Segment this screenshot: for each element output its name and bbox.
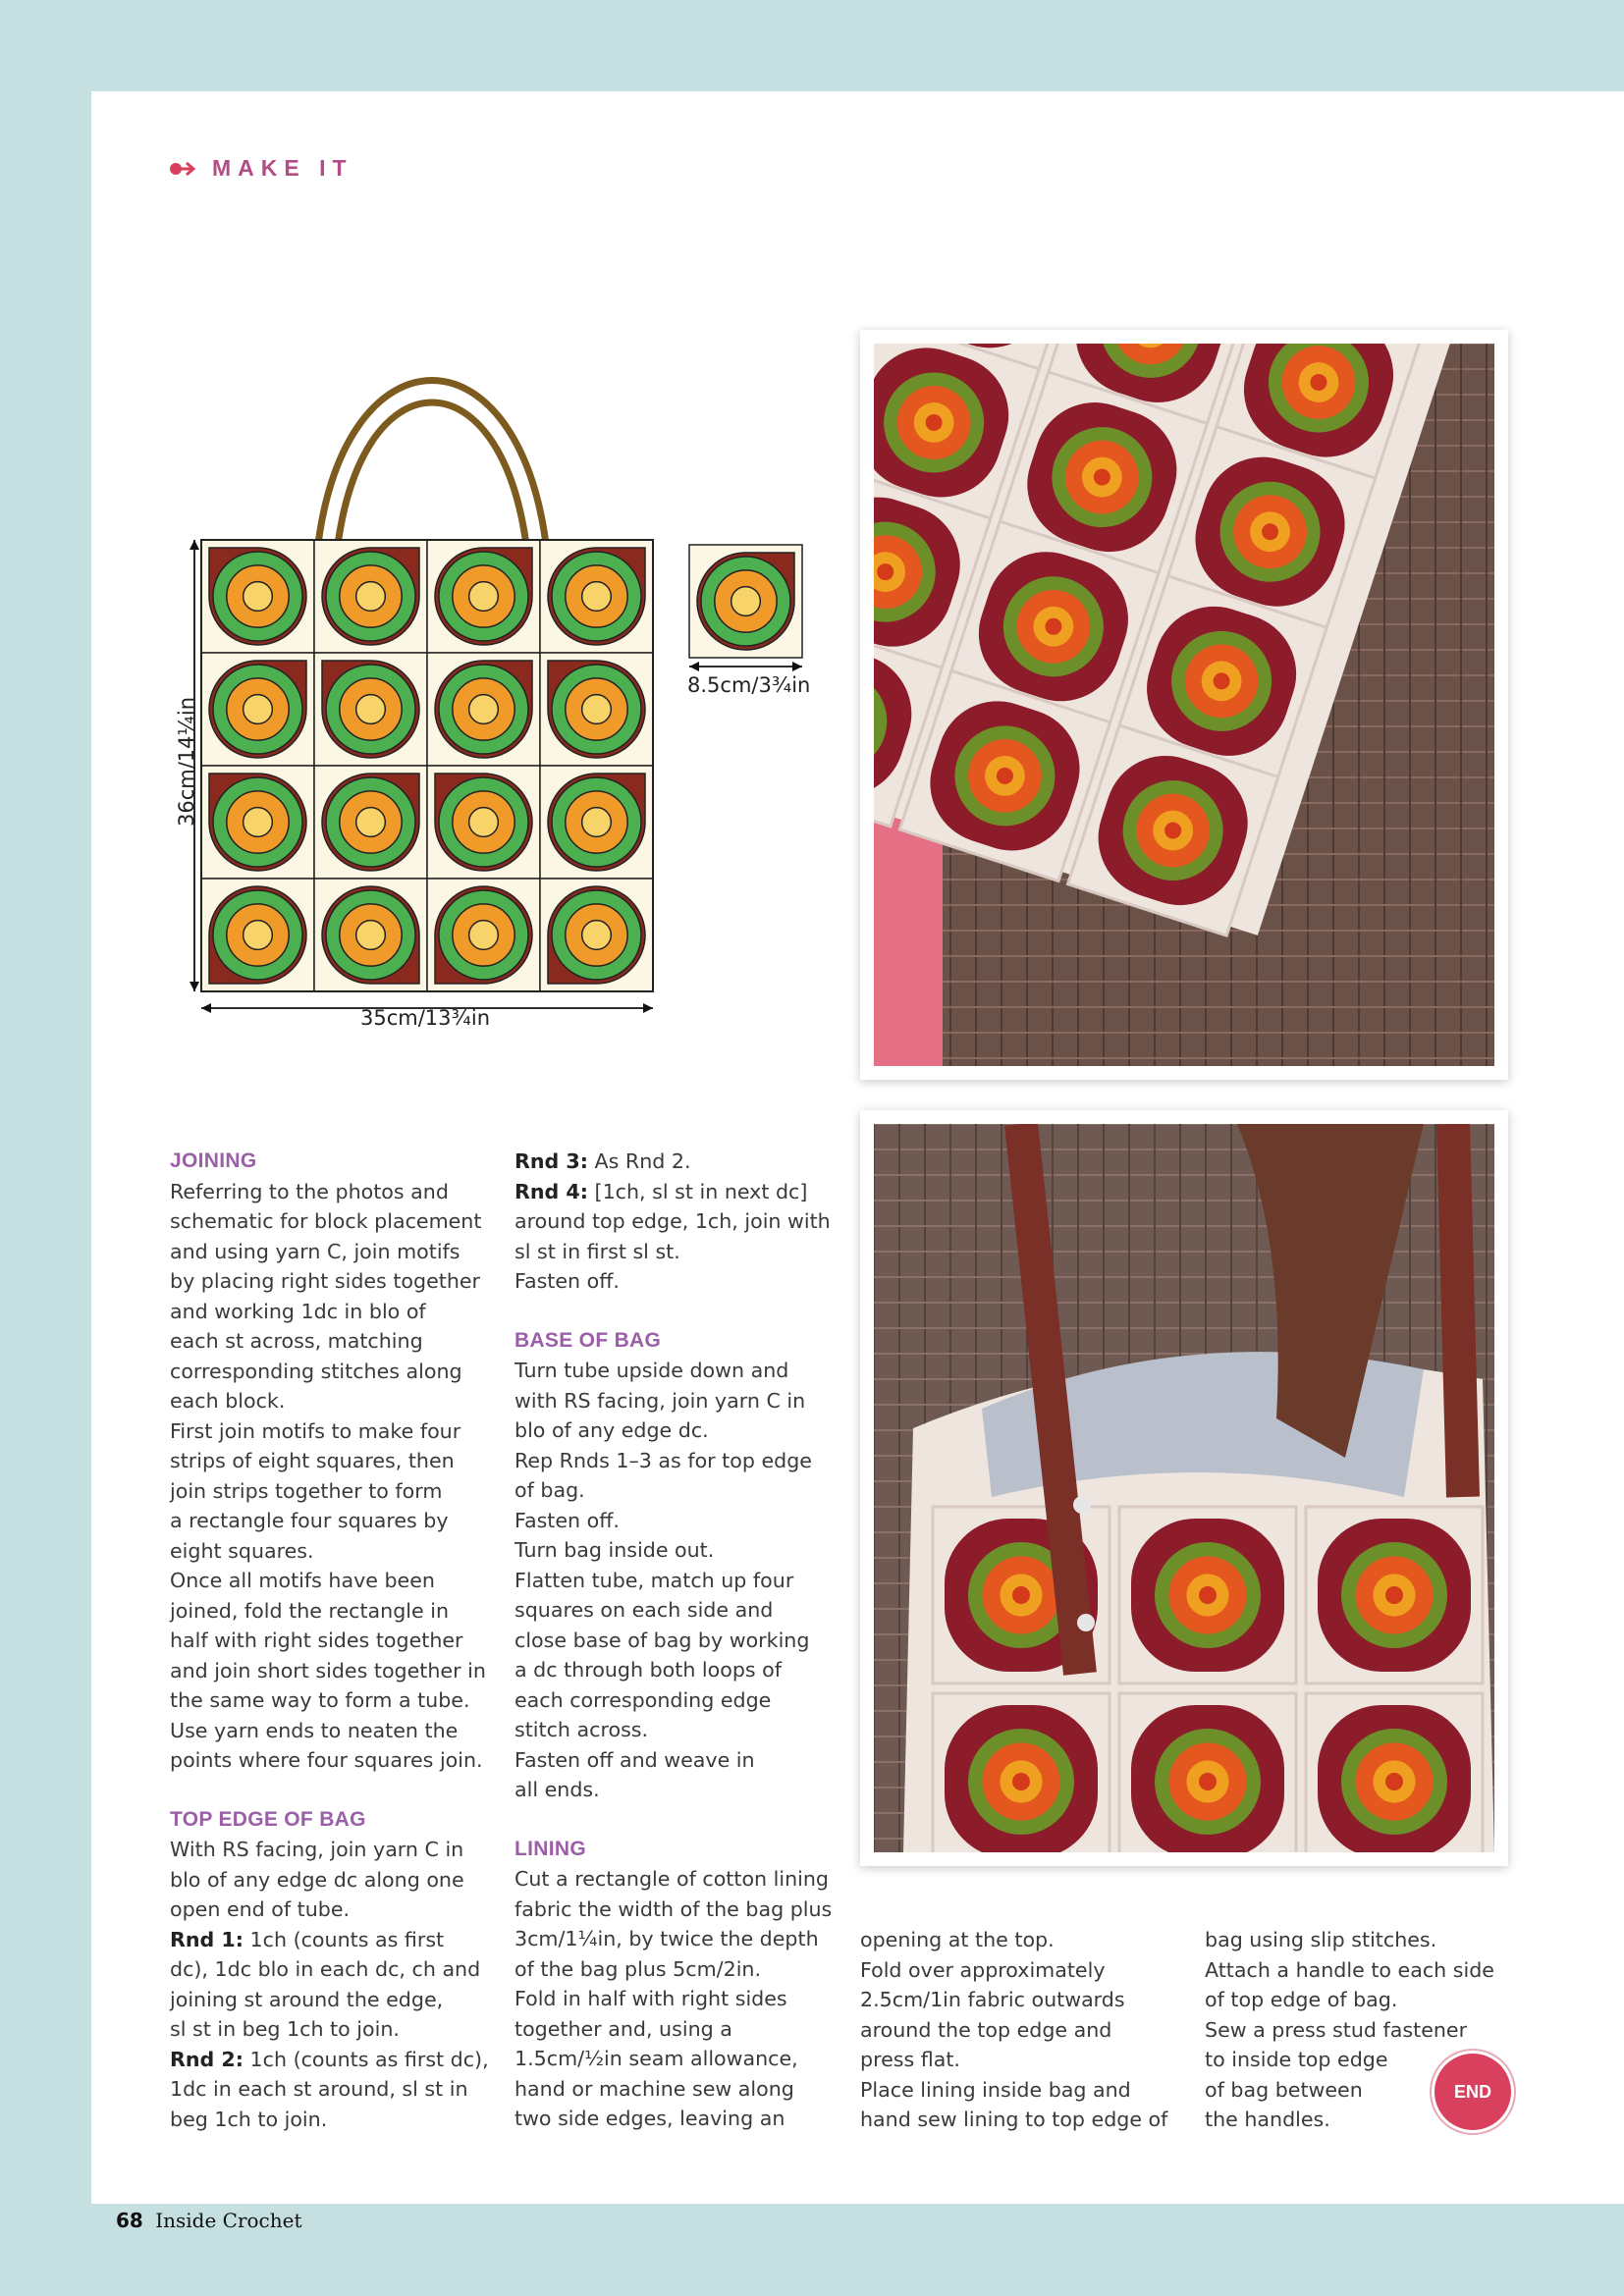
base-text-line: of bag. xyxy=(514,1478,585,1502)
joining-text-line: and using yarn C, join motifs xyxy=(170,1239,460,1263)
crochet-motif xyxy=(427,879,540,991)
crochet-motif xyxy=(314,766,427,879)
crochet-motif xyxy=(689,545,802,658)
crochet-square xyxy=(933,1693,1110,1852)
lining-text-line: Fold over approximately xyxy=(860,1957,1106,1982)
lining-text-line: fabric the width of the bag plus xyxy=(514,1896,833,1921)
joining-text-line: First join motifs to make four xyxy=(170,1418,461,1443)
crochet-motif xyxy=(314,879,427,991)
joining-text-line: by placing right sides together xyxy=(170,1269,481,1293)
lining-text-line: Place lining inside bag and xyxy=(860,2077,1131,2102)
joining-text-line: eight squares. xyxy=(170,1538,314,1563)
joining-text-line: and working 1dc in blo of xyxy=(170,1299,426,1323)
rnd4-line: Fasten off. xyxy=(514,1269,620,1293)
page-footer xyxy=(116,2209,302,2232)
base-text-line: squares on each side and xyxy=(514,1598,774,1622)
joining-text-line: join strips together to form xyxy=(170,1478,443,1503)
rnd4-line: sl st in first sl st. xyxy=(514,1239,680,1263)
base-text-line: Fasten off and weave in xyxy=(514,1747,755,1772)
crochet-square xyxy=(1306,1693,1483,1852)
joining-text-line: each block. xyxy=(170,1389,286,1413)
crochet-square xyxy=(1306,1507,1483,1683)
joining-text-line: each st across, matching xyxy=(170,1329,423,1353)
joining-text-line: strips of eight squares, then xyxy=(170,1449,455,1472)
lining-text-line: press flat. xyxy=(860,2048,960,2071)
publication-name: Inside Crochet xyxy=(155,2209,302,2232)
bag-detail-photo xyxy=(860,330,1508,1080)
base-text-line: Fasten off. xyxy=(514,1508,620,1532)
rnd2-line: 1dc in each st around, sl st in xyxy=(170,2077,468,2101)
joining-text-line: Use yarn ends to neaten the xyxy=(170,1718,459,1742)
end-badge: END xyxy=(1435,2054,1511,2130)
text-column-3 xyxy=(860,1925,1184,2135)
base-text-line: Rep Rnds 1–3 as for top edge xyxy=(514,1448,812,1472)
finishing-text-line: to inside top edge xyxy=(1205,2048,1388,2071)
joining-text-line: the same way to form a tube. xyxy=(170,1688,470,1712)
lining-text-line: together and, using a xyxy=(514,2016,732,2041)
text-column-1 xyxy=(170,1147,494,2134)
joining-text-line: points where four squares join. xyxy=(170,1748,483,1772)
top-edge-heading: TOP EDGE OF BAG xyxy=(170,1807,366,1831)
top-edge-text-line: With RS facing, join yarn C in xyxy=(170,1838,464,1861)
rnd2-line: Rnd 2: 1ch (counts as first dc), xyxy=(170,2047,489,2071)
bag-in-use-photo xyxy=(860,1110,1508,1866)
lining-text-line: hand sew lining to top edge of xyxy=(860,2108,1168,2131)
crochet-motif xyxy=(540,540,653,653)
text-column-2 xyxy=(514,1147,839,2134)
crochet-motif xyxy=(540,766,653,879)
joining-text-line: a rectangle four squares by xyxy=(170,1509,449,1532)
lining-text-line: opening at the top. xyxy=(860,1928,1055,1951)
joining-text-line: Referring to the photos and xyxy=(170,1179,449,1203)
base-text-line: Turn bag inside out. xyxy=(514,1538,715,1562)
rnd1-line: Rnd 1: 1ch (counts as first xyxy=(170,1927,445,1951)
section-label: MAKE IT xyxy=(212,155,353,181)
rnd1-line: sl st in beg 1ch to join. xyxy=(170,2017,400,2041)
joining-text-line: schematic for block placement xyxy=(170,1209,482,1233)
base-text-line: with RS facing, join yarn C in xyxy=(514,1388,806,1413)
lining-text-line: hand or machine sew along xyxy=(514,2076,794,2101)
rnd1-line: dc), 1dc blo in each dc, ch and xyxy=(170,1957,481,1981)
crochet-motif xyxy=(427,540,540,653)
section-header xyxy=(169,155,353,182)
base-text-line: blo of any edge dc. xyxy=(514,1418,709,1442)
rnd4-line: around top edge, 1ch, join with xyxy=(514,1209,831,1233)
joining-text-line: corresponding stitches along xyxy=(170,1359,462,1383)
lining-text-line: two side edges, leaving an xyxy=(514,2107,785,2130)
rnd3-line: Rnd 3: As Rnd 2. xyxy=(514,1149,691,1173)
finishing-text-line: of bag between xyxy=(1205,2077,1363,2102)
crochet-motif xyxy=(540,653,653,766)
base-heading: BASE OF BAG xyxy=(514,1328,662,1352)
rnd2-line: beg 1ch to join. xyxy=(170,2107,328,2131)
lining-heading: LINING xyxy=(514,1837,586,1860)
base-text-line: Flatten tube, match up four xyxy=(514,1568,794,1592)
crochet-motif xyxy=(201,766,314,879)
base-text-line: all ends. xyxy=(514,1778,600,1801)
lining-text-line: 1.5cm/½in seam allowance, xyxy=(514,2047,798,2070)
crochet-square xyxy=(1119,1507,1296,1683)
arrow-icon xyxy=(169,160,198,178)
lining-text-line: 2.5cm/1in fabric outwards xyxy=(860,1988,1125,2011)
crochet-motif xyxy=(201,879,314,991)
lining-text-line: Cut a rectangle of cotton lining xyxy=(514,1867,829,1891)
base-text-line: each corresponding edge xyxy=(514,1687,772,1712)
crochet-motif xyxy=(427,653,540,766)
lining-text-line: Fold in half with right sides xyxy=(514,1987,787,2010)
crochet-motif xyxy=(427,766,540,879)
rnd4-line: Rnd 4: [1ch, sl st in next dc] xyxy=(514,1179,808,1203)
base-text-line: stitch across. xyxy=(514,1718,649,1741)
height-dimension: 36cm/14¼in xyxy=(175,696,198,827)
joining-text-line: Once all motifs have been xyxy=(170,1569,435,1592)
leather-handle xyxy=(1453,1124,1463,1497)
finishing-text-line: of top edge of bag. xyxy=(1205,1988,1398,2011)
joining-text-line: and join short sides together in xyxy=(170,1658,486,1682)
joining-text-line: joined, fold the rectangle in xyxy=(170,1598,449,1623)
top-edge-text-line: blo of any edge dc along one xyxy=(170,1867,464,1892)
joining-heading: JOINING xyxy=(170,1149,257,1172)
base-text-line: close base of bag by working xyxy=(514,1628,810,1652)
base-text-line: Turn tube upside down and xyxy=(514,1359,789,1382)
top-edge-text-line: open end of tube. xyxy=(170,1897,351,1921)
joining-text-line: half with right sides together xyxy=(170,1629,463,1652)
lining-text-line: 3cm/1¼in, by twice the depth xyxy=(514,1927,819,1950)
width-dimension: 35cm/13¾in xyxy=(360,1006,491,1030)
page-number: 68 xyxy=(116,2209,143,2232)
motif-dimension: 8.5cm/3¾in xyxy=(687,673,811,697)
crochet-motif xyxy=(540,879,653,991)
crochet-motif xyxy=(314,653,427,766)
finishing-text-line: Sew a press stud fastener xyxy=(1205,2017,1468,2042)
lining-text-line: around the top edge and xyxy=(860,2017,1112,2042)
crochet-motif xyxy=(314,540,427,653)
crochet-motif xyxy=(201,540,314,653)
rivet xyxy=(1073,1496,1091,1514)
base-text-line: a dc through both loops of xyxy=(514,1658,783,1682)
crochet-square xyxy=(1119,1693,1296,1852)
rivet xyxy=(1077,1614,1095,1631)
lining-text-line: of the bag plus 5cm/2in. xyxy=(514,1956,762,1981)
finishing-text-line: Attach a handle to each side xyxy=(1205,1957,1494,1982)
finishing-text-line: bag using slip stitches. xyxy=(1205,1928,1437,1951)
rnd1-line: joining st around the edge, xyxy=(170,1987,444,2011)
finishing-text-line: the handles. xyxy=(1205,2108,1330,2131)
crochet-motif xyxy=(201,653,314,766)
